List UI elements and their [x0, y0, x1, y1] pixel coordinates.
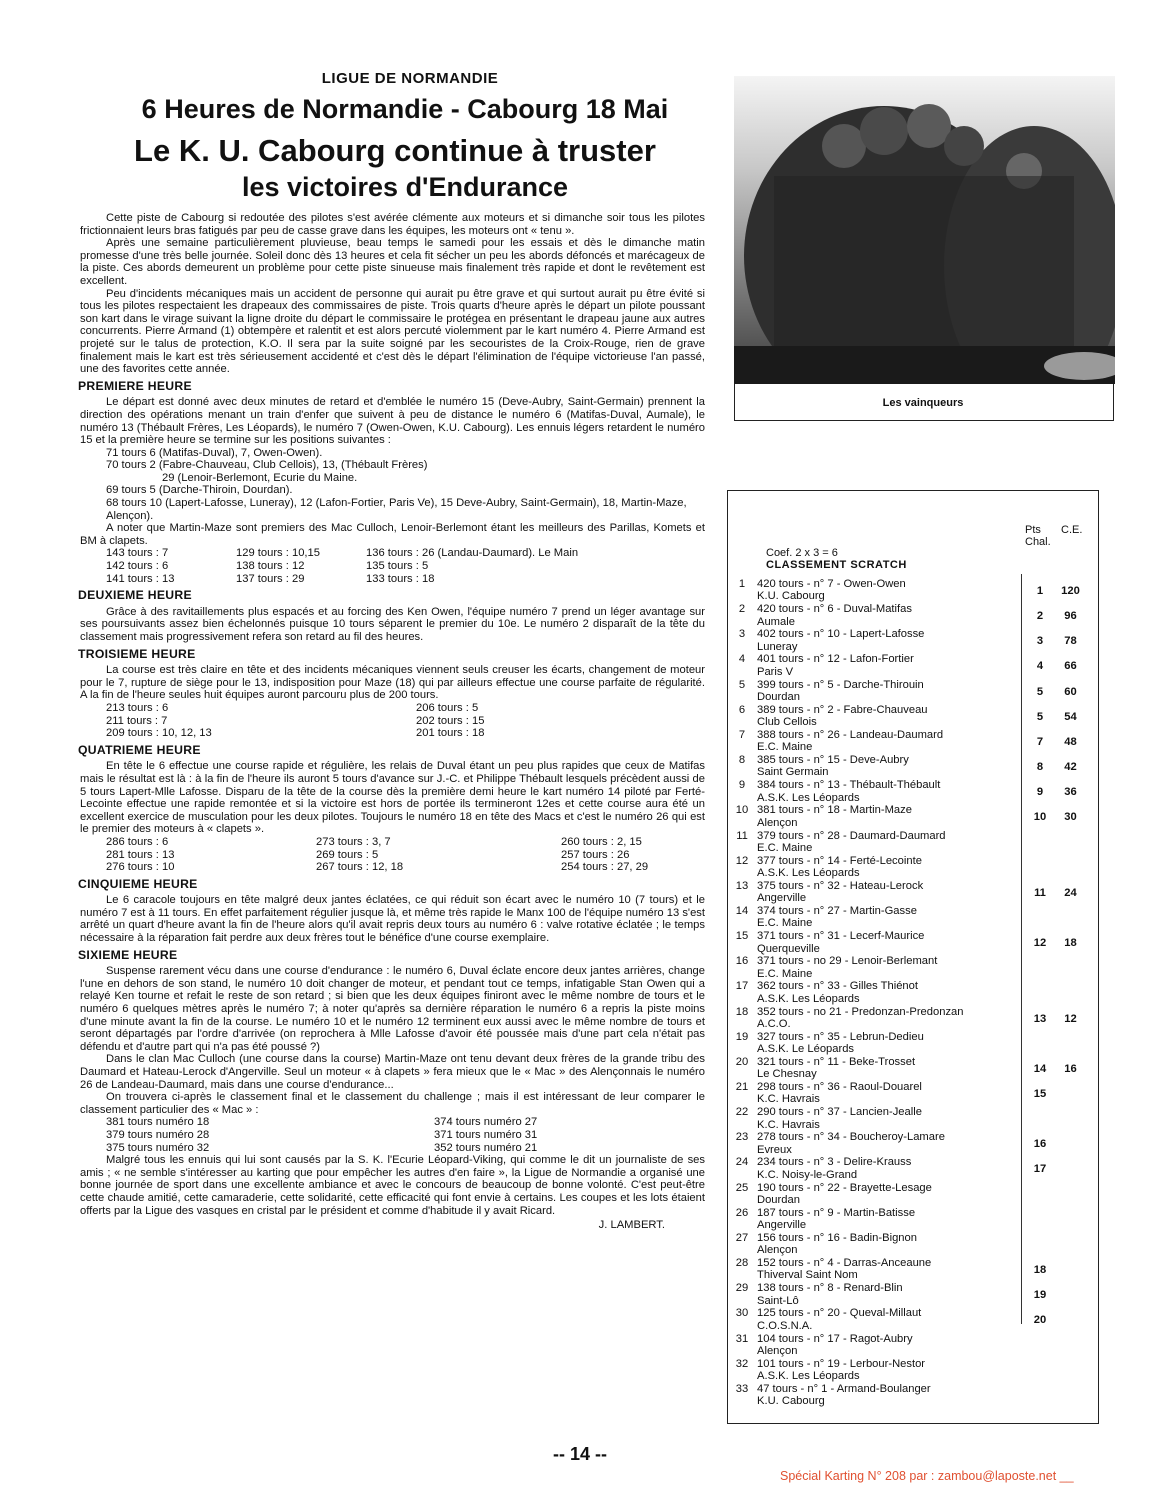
row-club: E.C. Maine	[757, 967, 813, 980]
row-ce: 18	[1064, 937, 1077, 950]
photo-caption: Les vainqueurs	[882, 397, 964, 409]
stat-cell: 206 tours : 5	[416, 701, 479, 714]
row-club: Thiverval Saint Nom	[757, 1269, 858, 1282]
row-entry	[757, 779, 1027, 804]
row-laps-team: 379 tours - n° 28 - Daumard-Daumard	[757, 829, 946, 842]
row-club: K.U. Cabourg	[757, 1395, 825, 1408]
row-pts: 14	[1033, 1062, 1047, 1075]
row-entry	[757, 1031, 1027, 1056]
row-club: E.C. Maine	[757, 841, 813, 854]
row-ce: 66	[1064, 660, 1077, 673]
row-club: Luneray	[757, 640, 798, 653]
row-club: A.S.K. Le Léopards	[757, 1043, 855, 1056]
classement-row	[733, 855, 1093, 880]
row-ce: 96	[1064, 610, 1077, 623]
row-entry	[757, 754, 1027, 779]
row-laps-team: 371 tours - n° 31 - Lecerf-Maurice	[757, 930, 925, 943]
row-ce: 78	[1064, 635, 1077, 648]
row-rank: 29	[735, 1282, 749, 1295]
row-entry	[757, 1257, 1027, 1282]
row-club: A.C.O.	[757, 1017, 791, 1030]
row-ce: 30	[1064, 811, 1077, 824]
classement-row	[733, 603, 1093, 628]
row-rank: 22	[735, 1106, 749, 1119]
row-laps-team: 389 tours - n° 2 - Fabre-Chauveau	[757, 703, 928, 716]
paragraph: La course est très claire en tête et des incidents mécaniques viennent seuls creuser les écarts, changement de moteur pour le 7, rupture de siège pour le 13, indisposition pour Maze (18) qui par ailleurs effectue une course parfaite de régularité. A la fin de l'heure seules huit équipes auront parcouru plus de 200 tours.	[80, 664, 705, 702]
classement-row	[733, 955, 1093, 980]
stat-cell: 281 tours : 13	[106, 848, 175, 861]
row-club: Angerville	[757, 892, 807, 905]
classement-row	[733, 754, 1093, 779]
col-pts-header: Pts Chal.	[1025, 524, 1051, 548]
classement-row	[733, 1358, 1093, 1383]
row-entry	[757, 1056, 1027, 1081]
paragraph: Malgré tous les ennuis qui lui sont causés par la S. K. l'Ecurie Léopard-Viking, qui comme le dit un journaliste de ses amis ; « ne semble s'intéresser au karting que pour empêcher les autres d'en faire », la Ligue de Normandie a organisé une bonne journée de sport dans une excellente ambiance et avec le concours de beaucoup de bonne volonté. C'est peut-être cette chaude amitié, cette camaraderie, cette solidarité, cette efficacité qui font envie à certains. Les coupes et les lots étaient offerts par la Ligue des vasques en cristal par le président et comme d'habitude il y avait Ricard.	[80, 1154, 705, 1217]
row-laps-team: 362 tours - n° 33 - Gilles Thiénot	[757, 980, 918, 993]
row-club: Le Chesnay	[757, 1068, 817, 1081]
row-pts: 5	[1036, 685, 1044, 698]
row-club: Alençon	[757, 816, 798, 829]
stat-cell: 209 tours : 10, 12, 13	[106, 727, 212, 740]
stat-cell: 381 tours numéro 18	[106, 1116, 210, 1129]
row-ce: 54	[1064, 710, 1077, 723]
row-pts: 5	[1036, 710, 1044, 723]
classement-row	[733, 729, 1093, 754]
stat-cell: 257 tours : 26	[561, 848, 630, 861]
row-pts: 13	[1033, 1012, 1047, 1025]
stat-cell: 142 tours : 6	[106, 560, 169, 573]
classement-row	[733, 1081, 1093, 1106]
row-pts: 7	[1036, 735, 1044, 748]
stat-cell: 202 tours : 15	[416, 714, 485, 727]
row-club: Alençon	[757, 1244, 798, 1257]
row-pts: 18	[1033, 1264, 1047, 1277]
paragraph: Dans le clan Mac Culloch (une course dans la course) Martin-Maze ont tenu devant deux frères de la grande tribu des Daumard et Hateau-Lerock d'Angerville. Seul un moteur « à clapets » fera mieux que le « Mac » des Alençonnais le numéro 26 de Landeau-Daumard, mais dans une course d'endurance...	[80, 1053, 705, 1091]
row-ce: 60	[1064, 685, 1077, 698]
table-column-headers	[1025, 524, 1090, 548]
stat-cell: 379 tours numéro 28	[106, 1128, 210, 1141]
row-club: Evreux	[757, 1143, 792, 1156]
stat-cell: 260 tours : 2, 15	[561, 835, 642, 848]
footer-credit: Spécial Karting N° 208 par : zambou@laposte.net __	[780, 1469, 1074, 1483]
stat-cell: 201 tours : 18	[416, 727, 485, 740]
row-laps-team: 156 tours - n° 16 - Badin-Bignon	[757, 1231, 917, 1244]
classement-row	[733, 1056, 1093, 1081]
row-pts: 9	[1036, 786, 1044, 799]
row-rank: 21	[735, 1081, 749, 1093]
classement-row	[733, 1257, 1093, 1282]
coef-label: Coef. 2 x 3 = 6	[766, 547, 838, 559]
row-rank: 11	[736, 829, 748, 842]
row-entry	[757, 1131, 1027, 1156]
row-entry	[757, 1006, 1027, 1031]
headline-main: Le K. U. Cabourg continue à truster	[134, 133, 656, 168]
classement-row	[733, 679, 1093, 704]
row-pts: 15	[1033, 1088, 1047, 1100]
row-club: A.S.K. Les Léopards	[757, 1370, 860, 1383]
row-entry	[757, 830, 1027, 855]
row-pts: 4	[1036, 660, 1044, 673]
lap-stats	[106, 702, 705, 740]
row-laps-team: 420 tours - n° 7 - Owen-Owen	[757, 578, 906, 590]
stat-cell: 375 tours numéro 32	[106, 1141, 210, 1154]
classement-row	[733, 1156, 1093, 1181]
row-rank: 13	[735, 879, 749, 892]
stat-cell: 374 tours numéro 27	[434, 1116, 538, 1129]
row-rank: 6	[738, 703, 746, 716]
lap-stats	[106, 836, 705, 874]
row-entry	[757, 1232, 1027, 1257]
row-laps-team: 381 tours - n° 18 - Martin-Maze	[757, 804, 912, 817]
stat-cell: 267 tours : 12, 18	[316, 861, 404, 874]
row-entry	[757, 729, 1027, 754]
intro-paragraph: Peu d'incidents mécaniques mais un accident de personne qui aurait pu être grave et qui surtout aurait pu être évité si tous les pilotes respectaient les drapeaux des commissaires de piste. Trois quarts d'heure après le départ un pilote poussant son kart dans le virage suivant la ligne droite du départ le commissaire le protégea en présentant le drapeau jaune aux autres concurrents. Pierre Armand (1) obtempère et ralentit et est alors percuté violemment par le kart numéro 4. Pierre Armand est projeté sur le talus de protection, K.O. Il sera par la suite soigné par les secouristes de la Croix-Rouge, rien de grave finalement mais le kart est très sérieusement accidenté et c'est dès le départ l'élimination de l'équipe victorieuse l'an passé, une des favorites cette année.	[80, 287, 705, 376]
row-club: Dourdan	[757, 691, 800, 703]
row-pts: 11	[1034, 886, 1046, 899]
row-club: Club Cellois	[757, 716, 817, 729]
row-pts: 19	[1033, 1289, 1047, 1302]
mac-stats	[106, 1116, 705, 1154]
stat-cell: 371 tours numéro 31	[434, 1128, 538, 1141]
classement-row	[733, 1307, 1093, 1332]
row-pts: 2	[1036, 610, 1044, 623]
row-pts: 20	[1033, 1314, 1047, 1327]
row-rank: 15	[735, 930, 749, 943]
row-entry	[757, 1307, 1027, 1332]
intro-paragraph: Cette piste de Cabourg si redoutée des pilotes s'est avérée clémente aux moteurs et si dimanche soir tous les pilotes frictionnaient leurs bras fatigués par peu de casse grave dans les équipes, les moteurs ont « tenu ».	[80, 212, 705, 237]
row-rank: 31	[735, 1332, 749, 1345]
lap-stats	[106, 547, 705, 585]
row-laps-team: 190 tours - n° 22 - Brayette-Lesage	[757, 1181, 932, 1194]
row-laps-team: 138 tours - n° 8 - Renard-Blin	[757, 1282, 903, 1295]
stat-cell: 273 tours : 3, 7	[316, 835, 391, 848]
classement-row	[733, 779, 1093, 804]
row-rank: 9	[738, 779, 746, 792]
section-heading: TROISIEME HEURE	[78, 646, 196, 661]
classement-row	[733, 653, 1093, 678]
classement-row	[733, 1383, 1093, 1408]
position-line: 29 (Lenoir-Berlemont, Ecurie du Maine.	[162, 471, 358, 484]
stat-cell: 135 tours : 5	[366, 560, 429, 573]
row-rank: 1	[738, 578, 746, 590]
classement-row	[733, 1207, 1093, 1232]
row-ce: 42	[1064, 761, 1077, 774]
page-number: -- 14 --	[553, 1444, 607, 1464]
row-entry	[757, 1106, 1027, 1131]
row-ce: 48	[1064, 735, 1077, 748]
row-rank: 2	[738, 603, 746, 616]
row-club: Querqueville	[757, 942, 820, 955]
row-laps-team: 399 tours - n° 5 - Darche-Thirouin	[757, 678, 924, 691]
row-rank: 20	[735, 1055, 749, 1068]
stat-cell: 211 tours : 7	[106, 714, 168, 727]
row-rank: 24	[735, 1156, 749, 1169]
position-line: 71 tours 6 (Matifas-Duval), 7, Owen-Owen).	[106, 446, 323, 459]
row-rank: 10	[735, 804, 749, 817]
headline-sub: les victoires d'Endurance	[241, 172, 569, 202]
classement-row	[733, 1031, 1093, 1056]
row-laps-team: 47 tours - n° 1 - Armand-Boulanger	[757, 1382, 931, 1395]
row-pts: 12	[1033, 937, 1047, 950]
row-pts: 17	[1033, 1163, 1047, 1176]
kicker: LIGUE DE NORMANDIE	[321, 70, 499, 87]
row-laps-team: 298 tours - n° 36 - Raoul-Douarel	[757, 1081, 922, 1093]
row-club: Paris V	[757, 665, 794, 678]
classement-row	[733, 804, 1093, 829]
row-entry	[757, 930, 1027, 955]
row-laps-team: 278 tours - n° 34 - Boucheroy-Lamare	[757, 1131, 945, 1144]
row-rank: 17	[735, 980, 749, 993]
row-club: A.S.K. Les Léopards	[757, 867, 860, 880]
paragraph: Grâce à des ravitaillements plus espacés et au forcing des Ken Owen, l'équipe numéro 7 prend un léger avantage sur ses poursuivants assez bien échelonnés puisque 10 tours séparent le premier du 10e. Le numéro 2 disparaît de la tête du classement mais progressivement refera son retard au fil des heures.	[80, 605, 705, 643]
row-club: Aumale	[757, 615, 795, 628]
row-laps-team: 234 tours - n° 3 - Delire-Krauss	[757, 1156, 912, 1169]
position-line: 68 tours 10 (Lapert-Lafosse, Luneray), 12 (Lafon-Fortier, Paris Ve), 15 Deve-Aubry, Saint-Germain), 18, Martin-Maze, Alençon).	[106, 497, 687, 522]
intro-paragraph: Après une semaine particulièrement pluvieuse, beau temps le samedi pour les essais et dès le dimanche matin promesse d'une très belle journée. Soleil donc dès 13 heures et cela fit sécher un peu les abords défoncés et marécageux de la piste. Ces abords demeurent un problème pour cette piste sinueuse mais finalement très rapide et dont le revêtement est excellent.	[80, 237, 705, 287]
row-ce: 120	[1061, 585, 1080, 597]
row-entry	[757, 980, 1027, 1005]
row-club: Angerville	[757, 1219, 807, 1232]
stat-cell: 254 tours : 27, 29	[561, 861, 649, 874]
row-laps-team: 152 tours - n° 4 - Darras-Anceaune	[757, 1257, 932, 1270]
row-entry	[757, 1182, 1027, 1207]
row-rank: 26	[735, 1206, 749, 1219]
classement-row	[733, 1131, 1093, 1156]
row-rank: 28	[735, 1257, 749, 1270]
row-club: K.C. Noisy-le-Grand	[757, 1168, 858, 1181]
row-rank: 23	[735, 1131, 749, 1144]
classement-row	[733, 880, 1093, 905]
row-entry	[757, 955, 1027, 980]
row-entry	[757, 1358, 1027, 1383]
section-heading: DEUXIEME HEURE	[78, 588, 192, 603]
row-rank: 32	[735, 1357, 749, 1370]
classement-row	[733, 704, 1093, 729]
position-line: 69 tours 5 (Darche-Thiroin, Dourdan).	[106, 484, 293, 497]
row-rank: 19	[735, 1030, 749, 1043]
article-body	[80, 212, 705, 1232]
classement-title: CLASSEMENT SCRATCH	[766, 559, 907, 571]
row-laps-team: 388 tours - n° 26 - Landeau-Daumard	[757, 728, 944, 741]
row-rank: 5	[738, 678, 746, 691]
stat-cell: 138 tours : 12	[236, 560, 305, 573]
row-ce: 12	[1064, 1012, 1077, 1025]
row-laps-team: 385 tours - n° 15 - Deve-Aubry	[757, 754, 909, 767]
row-laps-team: 101 tours - n° 19 - Lerbour-Nestor	[757, 1357, 926, 1370]
classement-row	[733, 1182, 1093, 1207]
classement-row	[733, 628, 1093, 653]
stat-cell: 133 tours : 18	[366, 572, 435, 585]
row-rank: 3	[738, 628, 746, 641]
row-entry	[757, 1081, 1027, 1106]
row-entry	[757, 880, 1027, 905]
row-club: A.S.K. Les Léopards	[757, 992, 860, 1005]
row-laps-team: 374 tours - n° 27 - Martin-Gasse	[757, 904, 917, 917]
row-club: A.S.K. Les Léopards	[757, 791, 860, 804]
stat-cell: 136 tours : 26 (Landau-Daumard). Le Main	[366, 547, 579, 560]
row-club: Saint Germain	[757, 766, 829, 779]
row-rank: 14	[735, 904, 749, 917]
row-rank: 33	[735, 1382, 749, 1395]
row-laps-team: 375 tours - n° 32 - Hateau-Lerock	[757, 879, 924, 892]
classement-row	[733, 980, 1093, 1005]
classement-row	[733, 1333, 1093, 1358]
classement-row	[733, 905, 1093, 930]
row-entry	[757, 855, 1027, 880]
row-club: E.C. Maine	[757, 917, 813, 930]
classement-row	[733, 578, 1093, 603]
row-ce: 36	[1064, 786, 1077, 799]
paragraph: A noter que Martin-Maze sont premiers des Mac Culloch, Lenoir-Berlemont étant les meilleurs des Parillas, Komets et BM à clapets.	[80, 522, 705, 547]
stat-cell: 129 tours : 10,15	[236, 547, 320, 560]
classement-row	[733, 830, 1093, 855]
row-pts: 1	[1036, 585, 1044, 597]
row-rank: 8	[738, 754, 746, 767]
section-heading: QUATRIEME HEURE	[78, 742, 201, 757]
classement-row	[733, 930, 1093, 955]
row-rank: 25	[735, 1181, 749, 1194]
row-laps-team: 402 tours - n° 10 - Lapert-Lafosse	[757, 628, 925, 641]
row-laps-team: 327 tours - n° 35 - Lebrun-Dedieu	[757, 1030, 924, 1043]
row-entry	[757, 1282, 1027, 1307]
row-club: K.C. Havrais	[757, 1118, 820, 1131]
row-rank: 18	[735, 1005, 749, 1018]
stat-cell: 269 tours : 5	[316, 848, 379, 861]
row-laps-team: 321 tours - n° 11 - Beke-Trosset	[757, 1055, 916, 1068]
row-entry	[757, 1333, 1027, 1358]
section-heading: SIXIEME HEURE	[78, 947, 178, 962]
stat-cell: 141 tours : 13	[106, 572, 175, 585]
stat-cell: 276 tours : 10	[106, 861, 175, 874]
paragraph: Suspense rarement vécu dans une course d'endurance : le numéro 6, Duval éclate encore deux jantes arrières, change l'une en dehors de son stand, le numéro 10 doit changer de moteur, et pendant tout ce temps, infatigable Stan Owen qui a relayé Ken tourne et refait le reste de son retard ; si bien que les deux équipes finiront avec le même nombre de tours et le numéro 6 quelques mètres après le numéro 7; à noter qu'après sa dernière réparation le numéro 6 a repris la piste moins d'une minute avant la fin de la course. Le numéro 10 et le numéro 12 terminent eux aussi avec le même nombre de tours et seront départagés par l'ordre d'arrivée (on reprochera à Mlle Lafosse d'avoir été poussée mais d'une part cela n'était pas défendu et d'autre part qui n'a pas été poussé ?)	[80, 965, 705, 1053]
row-entry	[757, 653, 1027, 678]
row-pts: 16	[1033, 1138, 1047, 1151]
row-club: K.U. Cabourg	[757, 590, 825, 603]
row-laps-team: 187 tours - n° 9 - Martin-Batisse	[757, 1206, 916, 1219]
row-entry	[757, 679, 1027, 704]
row-club: C.O.S.N.A.	[757, 1319, 813, 1332]
row-entry	[757, 804, 1027, 829]
row-laps-team: 371 tours - no 29 - Lenoir-Berlemant	[757, 955, 938, 968]
stat-cell: 143 tours : 7	[106, 547, 169, 560]
stat-cell: 137 tours : 29	[236, 572, 305, 585]
row-entry	[757, 628, 1027, 653]
row-laps-team: 290 tours - n° 37 - Lancien-Jealle	[757, 1106, 922, 1119]
col-ce-header: C.E.	[1061, 524, 1083, 536]
paragraph: Le 6 caracole toujours en tête malgré deux jantes éclatées, ce qui réduit son écart avec le numéro 10 (7 tours) et le numéro 7 est à 11 tours. En effet parfaitement régulier jusque là, et même très rapide le Manx 100 de l'équipe numéro 13 s'est arrêté un quart d'heure avant la fin de l'heure alors qu'il avait repris deux tours au numéro 6 : valve rotative éclatée ; le temps nécessaire à la réparation fait perdre aux deux frères tout le bénéfice d'une course exemplaire.	[80, 894, 705, 945]
row-rank: 12	[735, 854, 749, 867]
row-club: Alençon	[757, 1344, 798, 1357]
row-laps-team: 125 tours - n° 20 - Queval-Millaut	[757, 1307, 922, 1320]
row-rank: 7	[738, 728, 746, 741]
row-rank: 16	[735, 955, 749, 968]
classement-row	[733, 1282, 1093, 1307]
author-signature: J. LAMBERT.	[598, 1219, 665, 1232]
stat-cell: 352 tours numéro 21	[434, 1141, 538, 1154]
position-line: 70 tours 2 (Fabre-Chauveau, Club Cellois), 13, (Thébault Frères)	[106, 459, 428, 472]
paragraph: On trouvera ci-après le classement final et le classement du challenge ; mais il est intéressant de leur comparer le classement particulier des « Mac » :	[80, 1091, 705, 1116]
row-laps-team: 104 tours - n° 17 - Ragot-Aubry	[757, 1332, 913, 1345]
row-laps-team: 384 tours - n° 13 - Thébault-Thébault	[757, 779, 941, 792]
stat-cell: 213 tours : 6	[106, 701, 169, 714]
row-entry	[757, 1207, 1027, 1232]
row-pts: 8	[1036, 761, 1044, 774]
row-club: Saint-Lô	[757, 1294, 799, 1307]
row-rank: 30	[735, 1307, 749, 1320]
classement-row	[733, 1232, 1093, 1257]
paragraph: En tête le 6 effectue une course rapide et régulière, les relais de Duval étant un peu plus rapides que ceux de Matifas mais le résultat est là : à la fin de l'heure ils auront 5 tours d'avance sur J.-C. et Philippe Thébault lesquels précèdent aussi de 5 tours Lapert-Mlle Lafosse. Disparu de la tête de la course dès la première demi heure le kart numéro 14 piloté par Ferté-Lecointe effectue une rapide remontée et si la victoire est hors de portée ils termineront 12es et cette course aura été un excellent exercice de musculation pour les deux pilotes. Toujours le numéro 18 en tête des Macs et c'est le numéro 26 qui est le premier des moteurs à « clapets ».	[80, 760, 705, 836]
row-rank: 27	[735, 1231, 749, 1244]
row-laps-team: 401 tours - n° 12 - Lafon-Fortier	[757, 653, 914, 666]
row-entry	[757, 603, 1027, 628]
row-laps-team: 420 tours - n° 6 - Duval-Matifas	[757, 603, 912, 616]
headline-event: 6 Heures de Normandie - Cabourg 18 Mai	[141, 94, 669, 124]
row-club: K.C. Havrais	[757, 1093, 820, 1106]
row-ce: 24	[1064, 886, 1077, 899]
row-ce: 16	[1064, 1062, 1077, 1075]
row-club: E.C. Maine	[757, 741, 813, 754]
classement-row	[733, 1006, 1093, 1031]
row-laps-team: 352 tours - no 21 - Predonzan-Predonzan	[757, 1005, 964, 1018]
row-rank: 4	[738, 653, 746, 666]
classement-row	[733, 1106, 1093, 1131]
row-pts: 10	[1033, 811, 1047, 824]
row-entry	[757, 704, 1027, 729]
row-entry	[757, 1383, 1027, 1408]
row-club: Dourdan	[757, 1194, 800, 1206]
row-entry	[757, 1156, 1027, 1181]
winners-photo	[734, 76, 1115, 384]
section-heading: PREMIERE HEURE	[78, 378, 192, 393]
paragraph: Le départ est donné avec deux minutes de retard et d'emblée le numéro 15 (Deve-Aubry, Saint-Germain) prennent la direction des opérations menant un train d'enfer que suivent à peu de distance le numéro 6 (Matifas-Duval, Aumale), le numéro 13 (Thébault Frères, Les Léopards), le numéro 7 (Owen-Owen, K.U. Cabourg). Les ennuis légers retardent le numéro 15 et la première heure se termine sur les positions suivantes :	[80, 396, 705, 447]
row-pts: 3	[1036, 635, 1044, 648]
section-heading: CINQUIEME HEURE	[78, 876, 198, 891]
stat-cell: 286 tours : 6	[106, 835, 169, 848]
row-entry	[757, 578, 1027, 603]
row-entry	[757, 905, 1027, 930]
row-laps-team: 377 tours - n° 14 - Ferté-Lecointe	[757, 854, 922, 867]
